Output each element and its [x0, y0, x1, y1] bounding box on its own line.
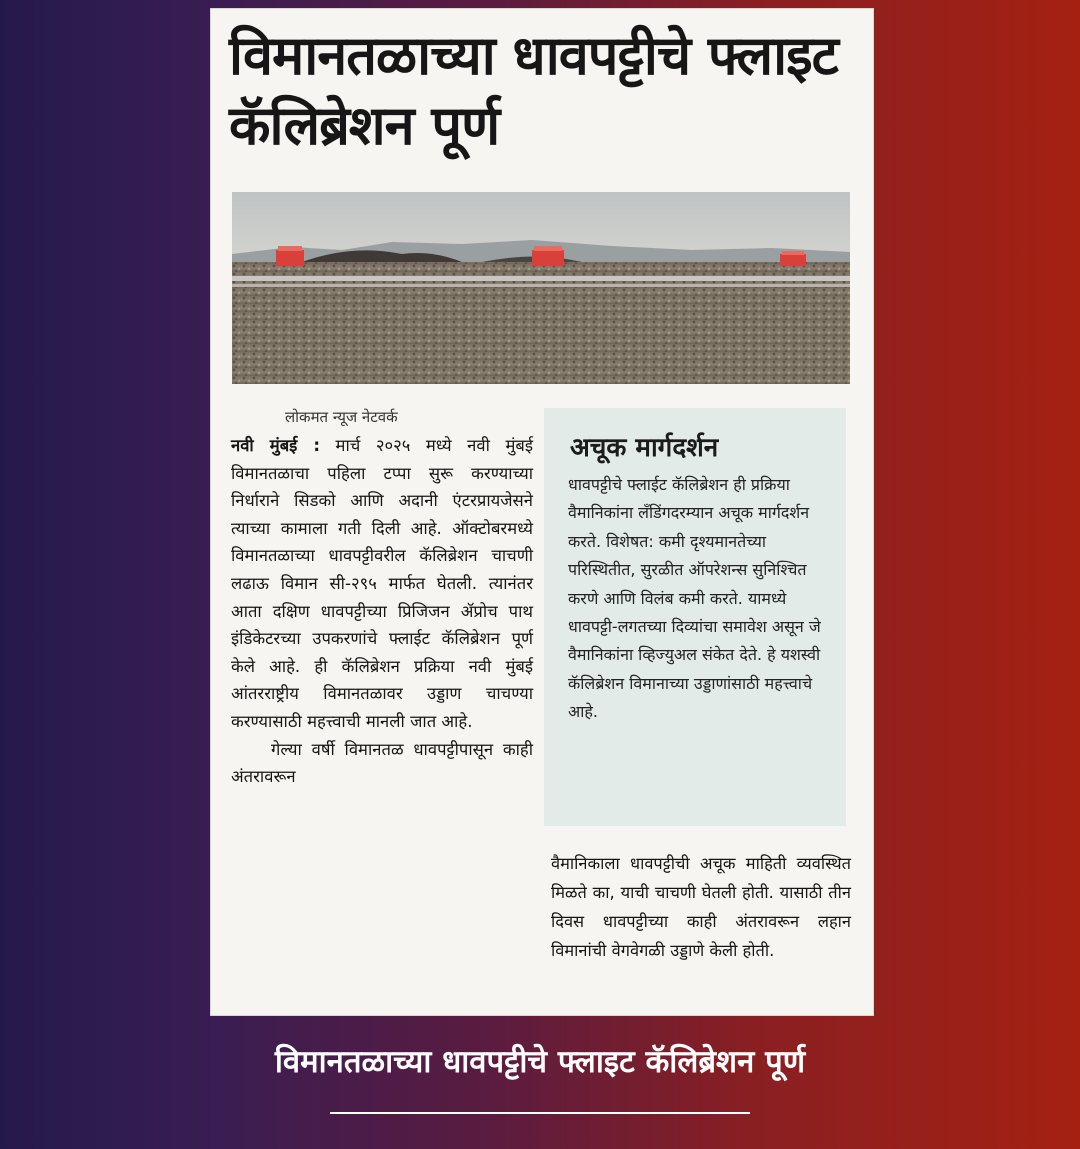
runway-photo-illustration: [232, 192, 850, 384]
papi-light-2: [532, 246, 564, 266]
right-column: वैमानिकाला धावपट्टीची अचूक माहिती व्यवस्थित मिळते का, याची चाचणी घेतली होती. यासाठी तीन दिवस धावपट्टीच्या काही अंतरावरून लहान विमानांची वेगवेगळी उड्डाणे केली होती.: [551, 854, 851, 960]
sidebar-title: अचूक मार्गदर्शन: [570, 433, 719, 463]
paragraph-1-text: मार्च २०२५ मध्ये नवी मुंबई विमानतळाचा पहिला टप्पा सुरू करण्याच्या निर्धाराने सिडको आणि अदानी एंटरप्रायजेसने त्याच्या कामाला गती दिली आहे. ऑक्टोबरमध्ये विमानतळाच्या धावपट्टीवरील कॅलिब्रेशन चाचणी लढाऊ विमान सी-२९५ मार्फत घेतली. त्यानंतर आता दक्षिण धावपट्टीच्या प्रिजिजन ॲप्रोच पाथ इंडिकेटरच्या उपकरणांचे फ्लाईट कॅलिब्रेशन पूर्ण केले आहे. ही कॅलिब्रेशन प्रक्रिया नवी मुंबई आंतरराष्ट्रीय विमानतळावर उड्डाण चाचण्या करण्यासाठी महत्त्वाची मानली जात आहे.: [231, 436, 533, 731]
sidebar-body: धावपट्टीचे फ्लाईट कॅलिब्रेशन ही प्रक्रिया वैमानिकांना लँडिंगदरम्यान अचूक मार्गदर्शन करते. विशेषत: कमी दृश्यमानतेच्या परिस्थितीत, सुरळीत ऑपरेशन्स सुनिश्चित करणे आणि विलंब कमी करते. यामध्ये धावपट्टी-लगतच्या दिव्यांचा समावेश असून जे वैमानिकांना व्हिज्युअल संकेत देते. हे यशस्वी कॅलिब्रेशन विमानाच्या उड्डाणांसाठी महत्त्वाचे आहे.: [568, 475, 821, 722]
papi-light-3: [780, 251, 806, 266]
runway-photo: [232, 192, 850, 384]
left-column: [231, 432, 533, 791]
dateline: नवी मुंबई :: [231, 436, 320, 455]
caption-title: विमानतळाच्या धावपट्टीचे फ्लाइट कॅलिब्रेशन पूर्ण: [274, 1044, 806, 1080]
paragraph-2: गेल्या वर्षी विमानतळ धावपट्टीपासून काही अंतरावरून: [231, 739, 533, 787]
byline: लोकमत न्यूज नेटवर्क: [285, 408, 398, 426]
newspaper-clipping: [210, 8, 874, 1016]
sidebar-box: [544, 408, 846, 826]
caption-underline: [330, 1112, 750, 1114]
article-headline: विमानतळाच्या धावपट्टीचे फ्लाइट कॅलिब्रेशन पूर्ण: [229, 24, 838, 157]
papi-light-1: [276, 246, 304, 266]
paragraph-1: [231, 432, 533, 736]
